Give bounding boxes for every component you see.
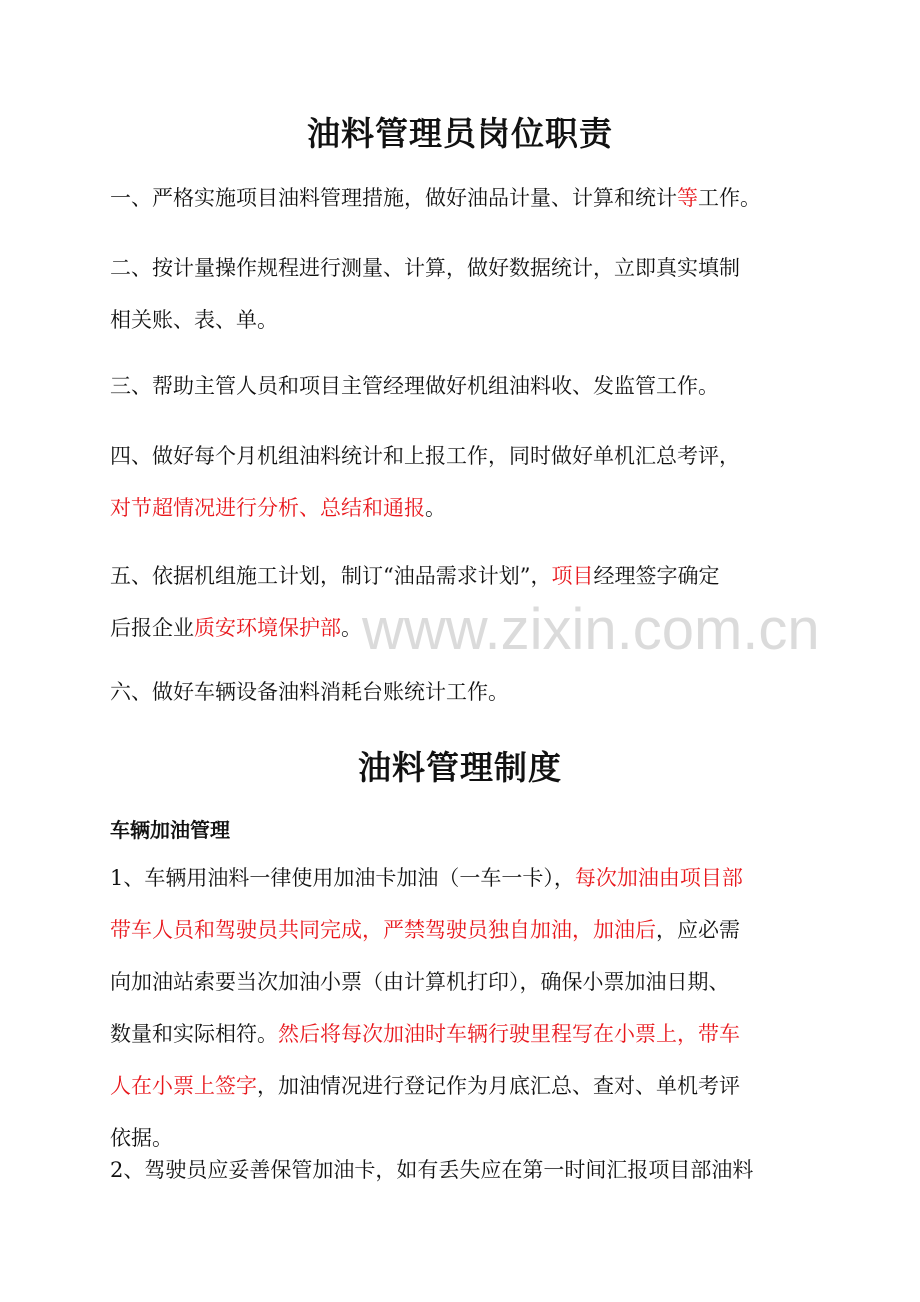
page-title-rules: 油料管理制度 <box>358 748 562 787</box>
duty-item-1: 一、严格实施项目油料管理措施，做好油品计量、计算和统计等工作。 <box>110 186 761 210</box>
duty-item-4: 四、做好每个月机组油料统计和上报工作，同时做好单机汇总考评， 对节超情况进行分析、总结和通报。 <box>110 444 740 520</box>
duty-item-6: 六、做好车辆设备油料消耗台账统计工作。 <box>110 680 509 704</box>
rule-item-2: 2、驾驶员应妥善保管加油卡，如有丢失应在第一时间汇报项目部油料 <box>110 1158 754 1182</box>
duty-item-3: 三、帮助主管人员和项目主管经理做好机组油料收、发监管工作。 <box>110 374 719 398</box>
duty-item-5: 五、依据机组施工计划，制订“油品需求计划”，项目经理签字确定 后报企业质安环境保护部。 <box>110 564 720 640</box>
watermark: www.zixin.com.cn <box>362 597 820 662</box>
rule-item-1: 1、车辆用油料一律使用加油卡加油（一车一卡），每次加油由项目部 带车人员和驾驶员共同完成，严禁驾驶员独自加油，加油后，应必需 向加油站索要当次加油小票（由计算机打印），确保小票加油日期、 数量和实际相符。然后将每次加油时车辆行驶里程写在小票上，带车 人在小票上签字，加油情况进行登记作为月底汇总、查对、单机考评 依据。 <box>110 866 743 1150</box>
duty-item-2: 二、按计量操作规程进行测量、计算，做好数据统计，立即真实填制 相关账、表、单。 <box>110 256 740 332</box>
section-heading: 车辆加油管理 <box>110 818 230 842</box>
page-title-duties: 油料管理员岗位职责 <box>307 114 613 153</box>
